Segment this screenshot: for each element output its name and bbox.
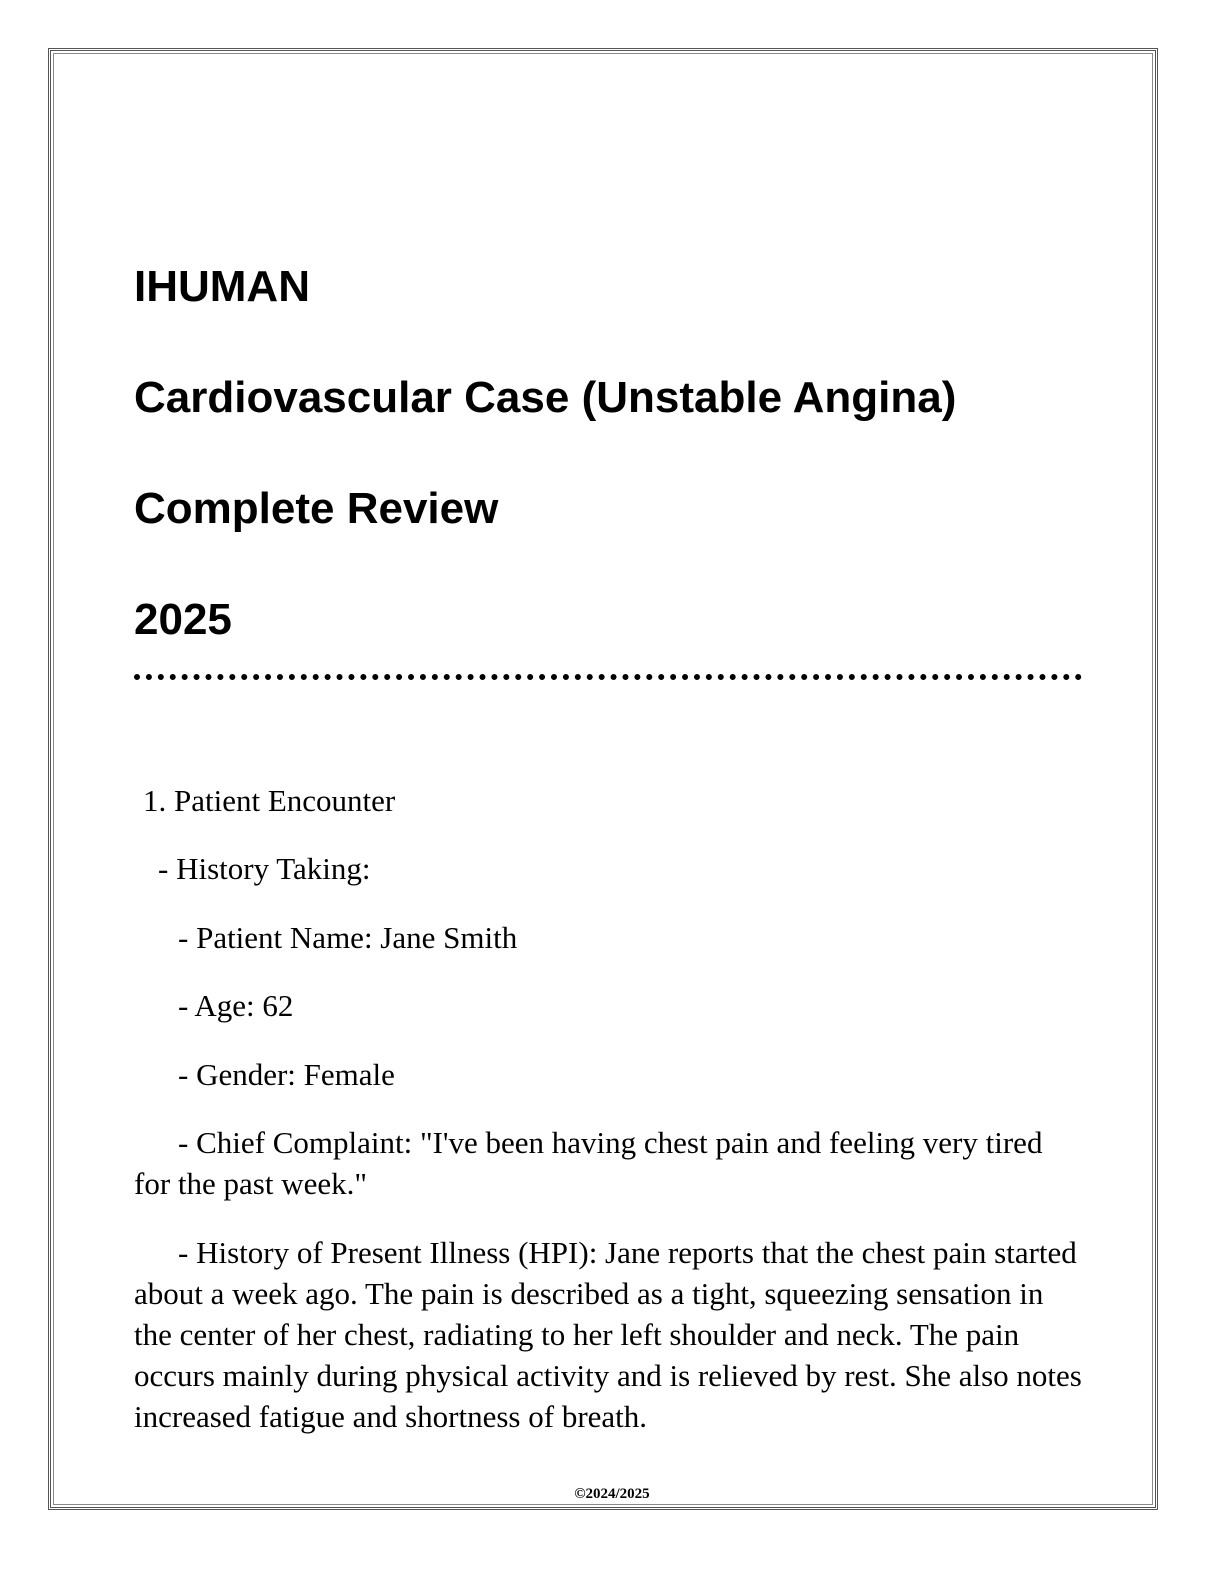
title-line-4: 2025 xyxy=(134,595,232,644)
subsection-heading: - History Taking: xyxy=(158,851,371,886)
copyright-footer: ©2024/2025 xyxy=(574,1486,650,1502)
title-line-3: Complete Review xyxy=(134,484,499,533)
chief-complaint: - Chief Complaint: "I've been having chest pain and feeling very tired for the past week." xyxy=(134,1125,1043,1201)
title-line-2: Cardiovascular Case (Unstable Angina) xyxy=(134,373,957,422)
dotted-divider xyxy=(134,674,1082,680)
section-heading: 1. Patient Encounter xyxy=(143,783,396,818)
history-of-present-illness: - History of Present Illness (HPI): Jane reports that the chest pain started about a week ago. The pain is described as a tight, squeezing sensation in the center of her chest, radiating to her left shoulder and neck. The pain occurs mainly during physical activity and is relieved by rest. She also notes increased fatigue and shortness of breath. xyxy=(134,1235,1082,1434)
patient-gender: - Gender: Female xyxy=(178,1057,395,1092)
title-line-1: IHUMAN xyxy=(134,262,310,311)
patient-age: - Age: 62 xyxy=(178,988,294,1023)
patient-name: - Patient Name: Jane Smith xyxy=(178,920,518,955)
